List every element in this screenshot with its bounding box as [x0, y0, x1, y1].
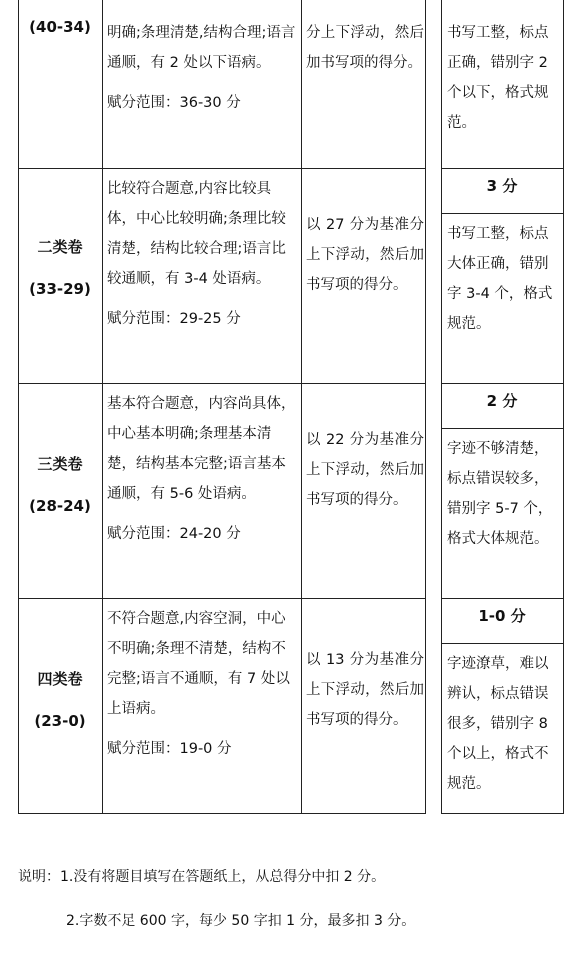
- grade-name: 二类卷: [37, 238, 83, 256]
- score-range: 赋分范围：24-20 分: [107, 526, 241, 542]
- writing-desc-cell: 书写工整，标点大体正确，错别字 3-4 个，格式规范。: [447, 226, 553, 332]
- description-text: 比较符合题意,内容比较具体，中心比较明确;条理比较清楚，结构比较合理;语言比较通顺，有 3-4 处语病。: [107, 181, 286, 287]
- method-cell: 分上下浮动，然后加书写项的得分。: [306, 25, 424, 71]
- row-divider: [441, 598, 564, 599]
- row-divider: [441, 383, 564, 384]
- description-text: 基本符合题意，内容尚具体，中心基本明确;条理基本清楚，结构基本完整;语言基本通顺，有 5-6 处语病。: [107, 396, 296, 502]
- description-text: 不符合题意,内容空洞，中心不明确;条理不清楚，结构不完整;语言不通顺，有 7 处以上语病。: [107, 611, 290, 717]
- writing-points-divider: [441, 428, 564, 429]
- score-range: 赋分范围：36-30 分: [107, 95, 241, 111]
- description-cell: [107, 18, 299, 118]
- grade-name: 三类卷: [37, 455, 83, 473]
- writing-points-divider: [441, 213, 564, 214]
- score-range: 赋分范围：29-25 分: [107, 311, 241, 327]
- grade-range: (40-34): [29, 18, 91, 36]
- writing-points: 1-0 分: [478, 607, 526, 625]
- table-border-bottom: [441, 813, 564, 814]
- description-cell: [107, 389, 299, 549]
- writing-desc-cell: 书写工整，标点正确，错别字 2 个以下，格式规范。: [447, 25, 549, 131]
- score-range: 赋分范围：19-0 分: [107, 741, 232, 757]
- method-cell: 以 13 分为基准分上下浮动，然后加书写项的得分。: [306, 652, 424, 728]
- row-divider: [441, 168, 564, 169]
- column-divider: [102, 0, 103, 814]
- column-divider: [425, 0, 426, 814]
- grade-cell: [18, 383, 102, 598]
- grade-cell: [18, 0, 102, 168]
- table-border-bottom: [18, 813, 426, 814]
- column-divider: [301, 0, 302, 814]
- grade-cell: [18, 168, 102, 383]
- writing-points-divider: [441, 643, 564, 644]
- writing-points: 2 分: [486, 392, 518, 410]
- note-1: 说明：1.没有将题目填写在答题纸上，从总得分中扣 2 分。: [18, 869, 386, 885]
- grade-range: (28-24): [29, 497, 91, 515]
- grade-range: (33-29): [29, 280, 91, 298]
- grade-range: (23-0): [34, 712, 86, 730]
- writing-desc-cell: 字迹潦草，难以辨认，标点错误很多，错别字 8 个以上，格式不规范。: [447, 656, 549, 792]
- grade-cell: [18, 598, 102, 813]
- method-cell: 以 22 分为基准分上下浮动，然后加书写项的得分。: [306, 432, 424, 508]
- writing-desc-cell: 字迹不够清楚，标点错误较多，错别字 5-7 个，格式大体规范。: [447, 441, 553, 547]
- method-cell: 以 27 分为基准分上下浮动，然后加书写项的得分。: [306, 217, 424, 293]
- description-text: 明确;条理清楚,结构合理;语言通顺，有 2 处以下语病。: [107, 25, 296, 71]
- writing-points: 3 分: [486, 177, 518, 195]
- description-cell: [107, 174, 299, 334]
- description-cell: [107, 604, 299, 764]
- table-border-right: [563, 0, 564, 814]
- grade-name: 四类卷: [37, 670, 83, 688]
- note-2: 2.字数不足 600 字，每少 50 字扣 1 分，最多扣 3 分。: [66, 913, 416, 929]
